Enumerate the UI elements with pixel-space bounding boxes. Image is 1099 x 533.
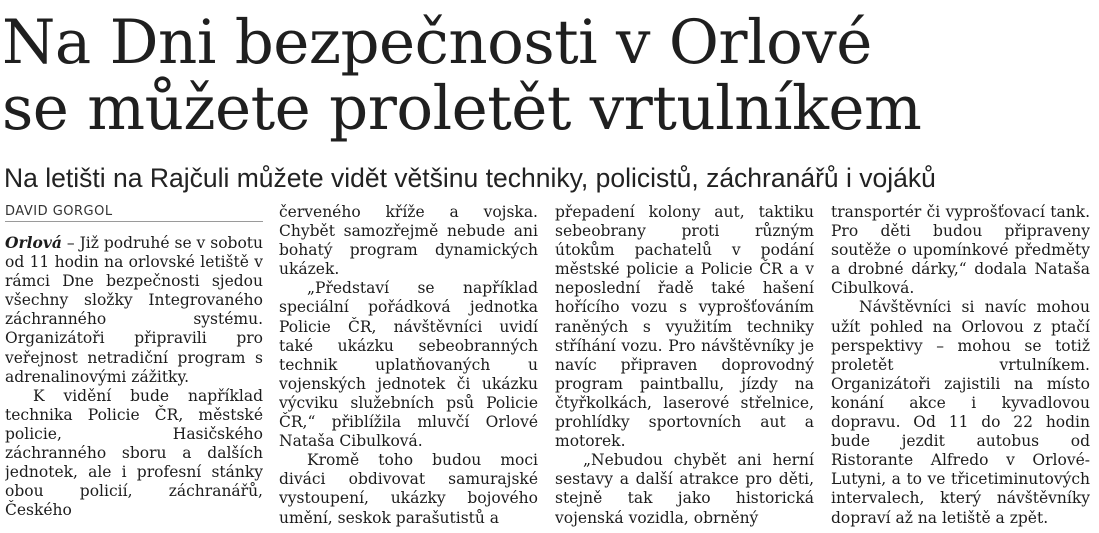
- paragraph: „Představí se například speciální pořádková jednotka Policie ČR, návštěvníci uvidí také ukázku sebeobranných technik uplatňovaných u vojenských jednotek či ukázku výcviku služebních psů Policie ČR,“ přiblížila mluvčí Orlové Nataša Cibulková.: [279, 279, 538, 451]
- byline-divider: [5, 221, 263, 222]
- paragraph: K vidění bude například technika Policie ČR, městské policie, Hasičského záchranného sboru a dalších jednotek, ale i profesní stánky obou policií, záchranářů, Českého: [5, 386, 263, 520]
- paragraph: transportér či vyprošťovací tank. Pro děti budou připraveny soutěže o upomínkové předměty a drobné dárky,“ dodala Nataša Cibulková.: [831, 203, 1090, 298]
- paragraph: „Nebudou chybět ani herní sestavy a další atrakce pro děti, stejně tak jako historická vojenská vozidla, obrněný: [555, 451, 814, 527]
- text-column-3: [555, 203, 814, 533]
- text-column-4: [831, 203, 1090, 533]
- article-headline: [2, 7, 1092, 144]
- paragraph: přepadení kolony aut, taktiku sebeobrany proti různým útokům pachatelů v podání městské policie a Policie ČR a v neposlední řadě také hašení hořícího vozu s vyprošťováním raněných s využitím techniky stříhání vozu. Pro návštěvníky je navíc připraven doprovodný program paintballu, jízdy na čtyřkolkách, laserové střelnice, prohlídky sportovních aut a motorek.: [555, 203, 814, 451]
- paragraph: [5, 233, 263, 387]
- text-column-2: [279, 203, 538, 533]
- headline-line-1: Na Dni bezpečnosti v Orlové: [2, 7, 872, 78]
- text-column-1: [5, 233, 263, 533]
- paragraph: Návštěvníci si navíc mohou užít pohled na Orlovou z ptačí perspektivy – mohou se totiž proletět vrtulníkem. Organizátoři zajistili na místo konání akce i kyvadlovou dopravu. Od 11 do 22 hodin bude jezdit autobus od Ristorante Alfredo v Orlové-Lutyni, a to ve třicetiminutových intervalech, který návštěvníky dopraví až na letiště a zpět.: [831, 298, 1090, 527]
- article-subtitle: Na letišti na Rajčuli můžete vidět většinu techniky, policistů, záchranářů i vojáků: [4, 163, 936, 193]
- dateline-place: Orlová: [5, 233, 62, 252]
- paragraph: červeného kříže a vojska. Chybět samozřejmě nebude ani bohatý program dynamických ukázek.: [279, 203, 538, 279]
- headline-line-2: se můžete proletět vrtulníkem: [2, 73, 922, 144]
- author-byline: DAVID GORGOL: [5, 204, 113, 219]
- paragraph-text: – Již podruhé se v sobotu od 11 hodin na orlovské letiště v rámci Dne bezpečnosti sjedou všechny složky Integrovaného záchranného systému. Organizátoři připravili pro veřejnost netradiční program s adrenalinovými zážitky.: [5, 234, 263, 386]
- paragraph: Kromě toho budou moci diváci obdivovat samurajské vystoupení, ukázky bojového umění, seskok parašutistů a: [279, 451, 538, 527]
